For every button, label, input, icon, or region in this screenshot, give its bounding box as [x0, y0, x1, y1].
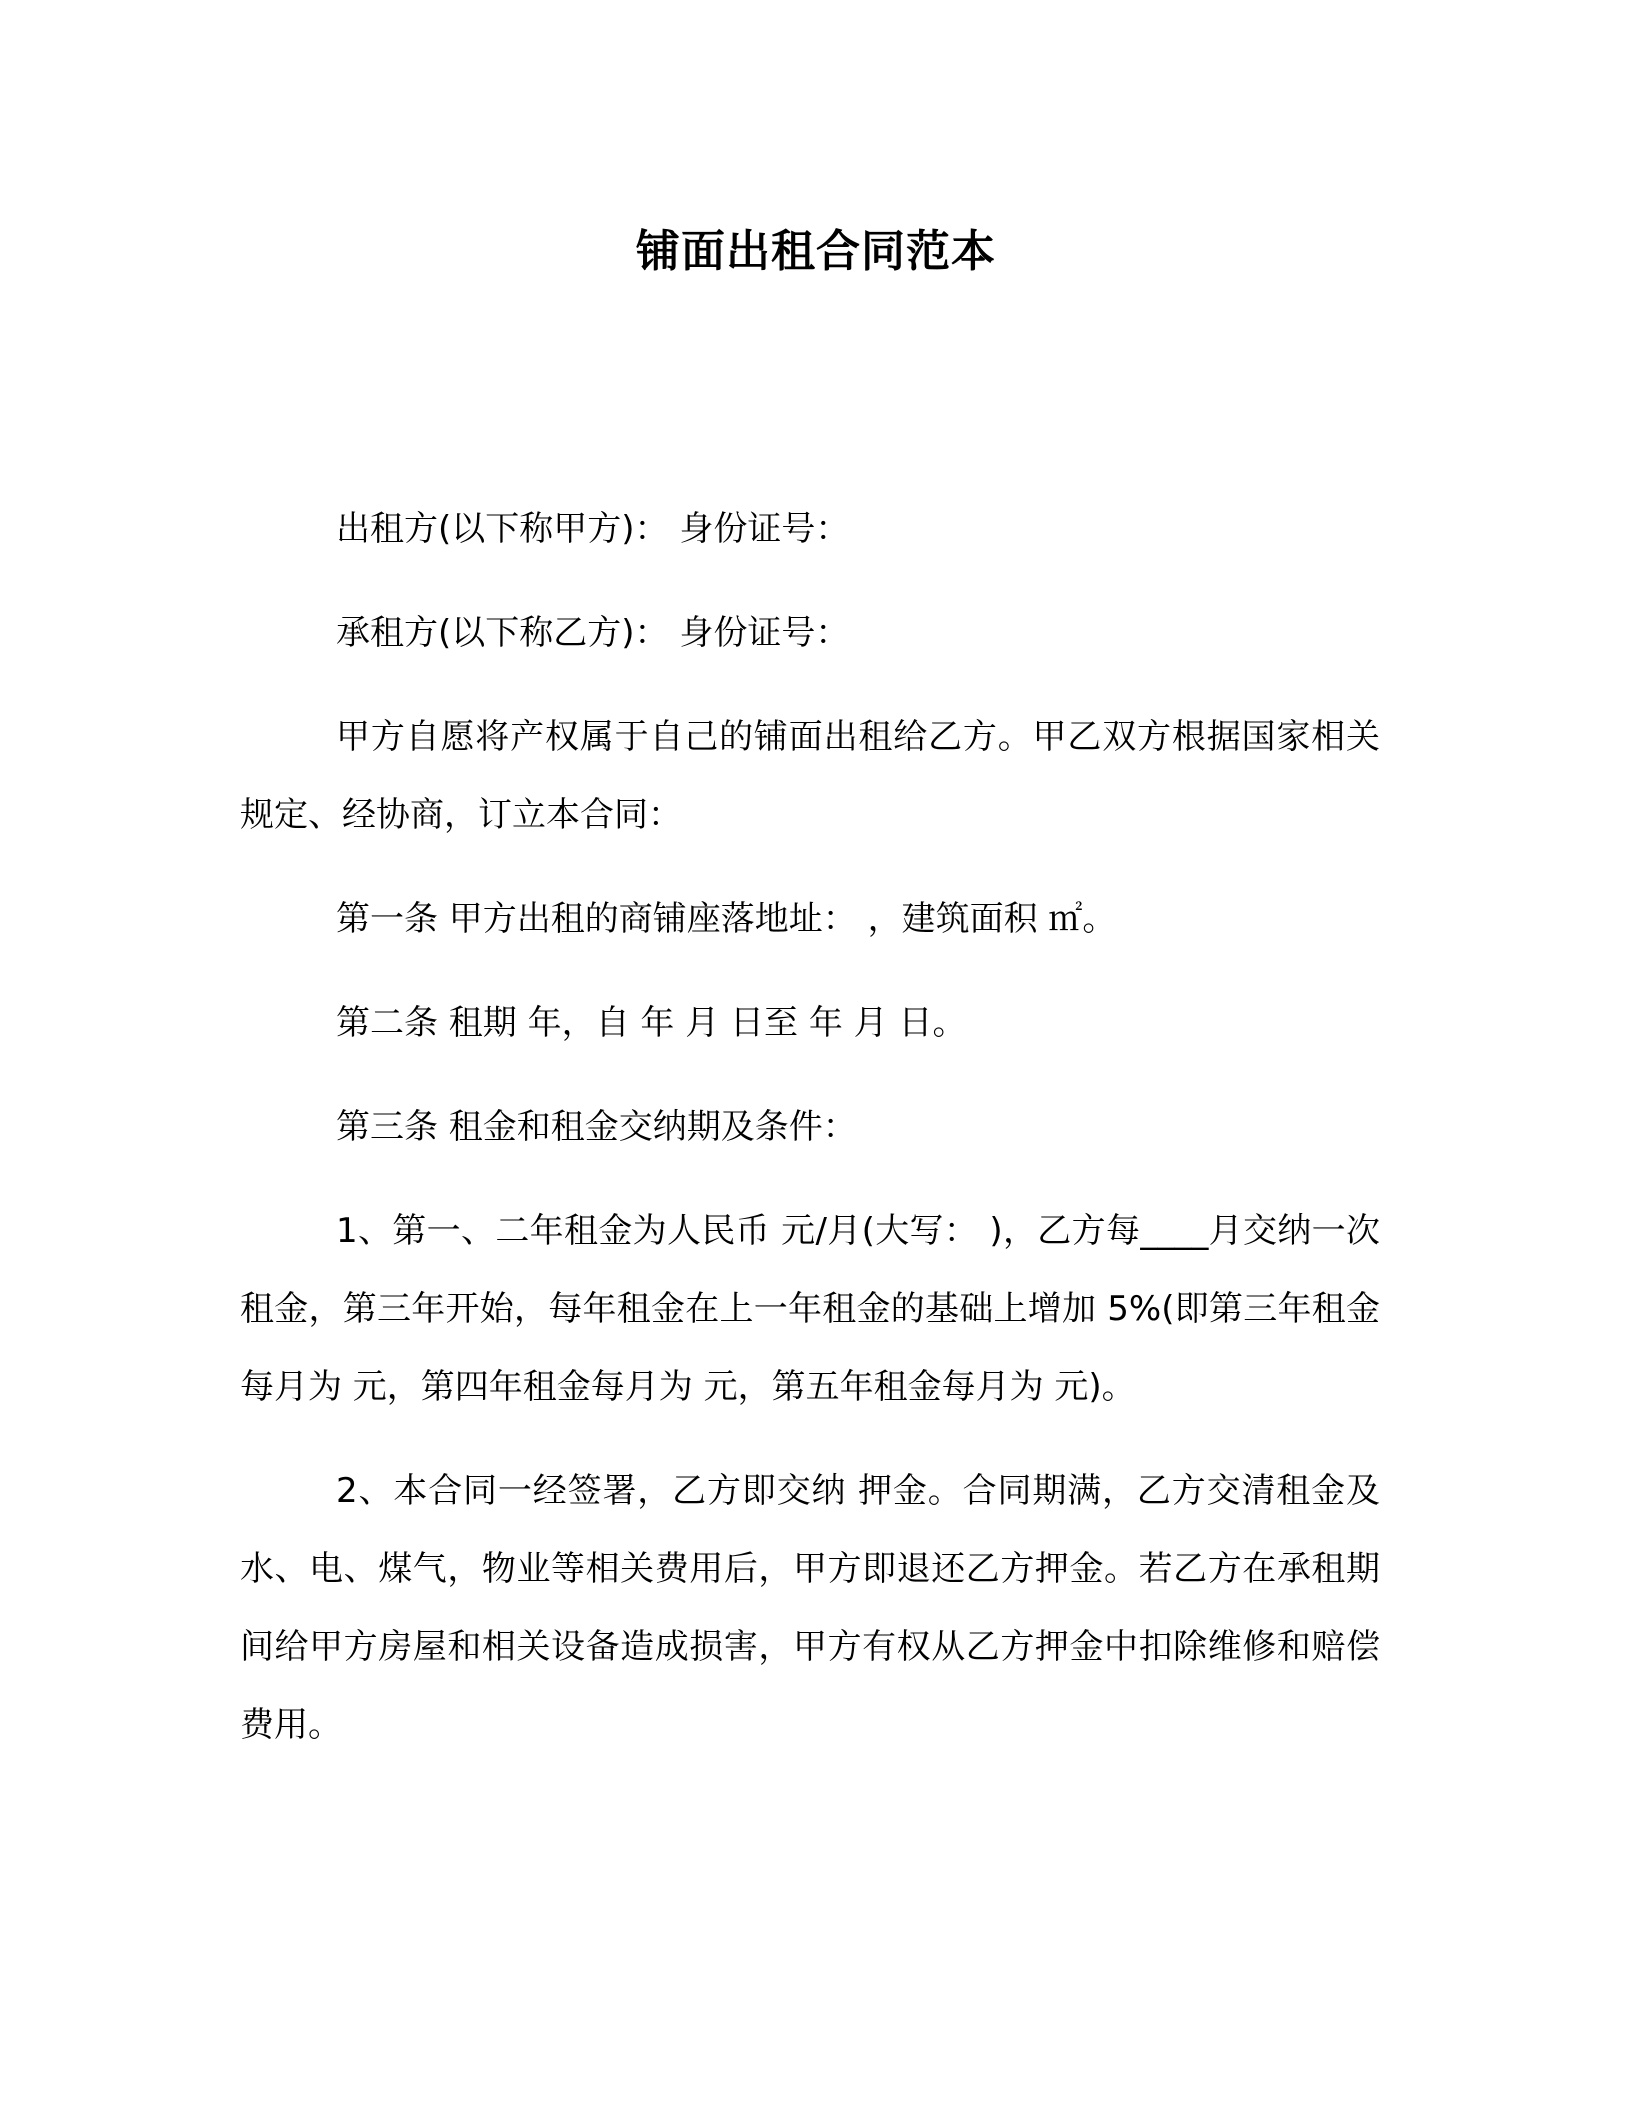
lessor-line: 出租方(以下称甲方)： 身份证号： [336, 509, 850, 549]
article-one: 第一条 甲方出租的商铺座落地址： ，建筑面积 ㎡。 [336, 899, 1117, 939]
clause-deposit: 2、本合同一经签署，乙方即交纳 押金。合同期满，乙方交清租金及水、电、煤气，物业等相关费用后，甲方即退还乙方押金。若乙方在承租期间给甲方房屋和相关设备造成损害，甲方有权从乙方押金中扣除维修和赔偿费用。 [240, 1471, 1380, 1745]
document-title: 铺面出租合同范本 [636, 226, 996, 277]
article-two: 第二条 租期 年，自 年 月 日至 年 月 日。 [336, 1003, 967, 1043]
lessee-line: 承租方(以下称乙方)： 身份证号： [336, 613, 850, 653]
document-body [240, 490, 1380, 1790]
article-three: 第三条 租金和租金交纳期及条件： [336, 1107, 857, 1147]
preamble-paragraph: 甲方自愿将产权属于自己的铺面出租给乙方。甲乙双方根据国家相关规定、经协商，订立本合同： [240, 717, 1380, 835]
clause-rent: 1、第一、二年租金为人民币 元/月(大写： )，乙方每____月交纳一次租金，第三年开始，每年租金在上一年租金的基础上增加 5%(即第三年租金每月为 元，第四年租金每月为 元，第五年租金每月为 元)。 [240, 1211, 1380, 1407]
